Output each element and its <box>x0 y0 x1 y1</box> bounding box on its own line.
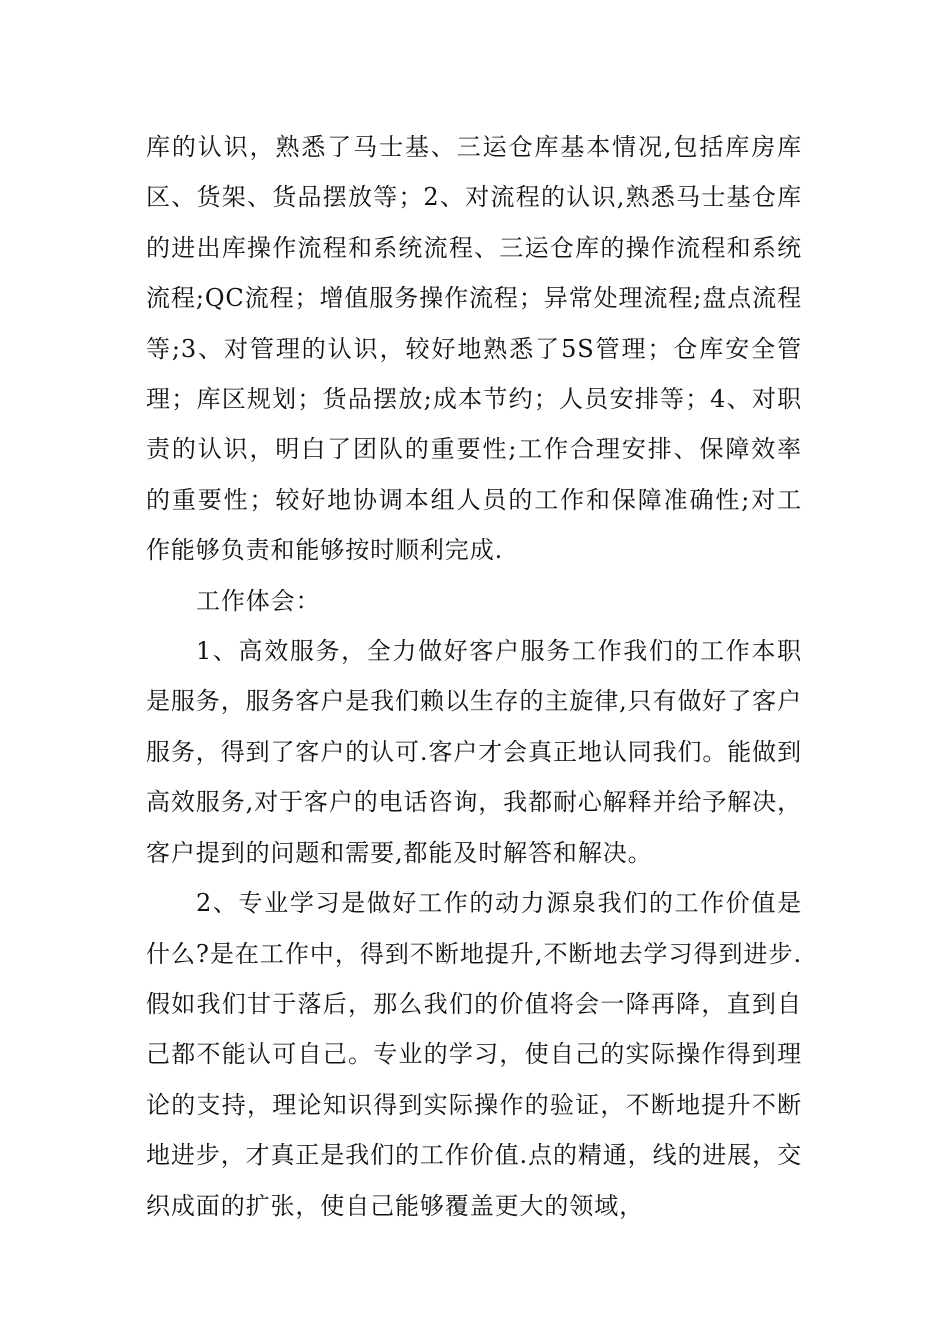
document-body <box>146 122 802 1231</box>
section-heading-work-experience: 工作体会： <box>196 586 321 615</box>
paragraph-efficient-service: 1、高效服务，全力做好客户服务工作我们的工作本职是服务，服务客户是我们赖以生存的主旋律,只有做好了客户服务，得到了客户的认可.客户才会真正地认同我们。能做到高效服务,对于客户的电话咨询，我都耐心解释并给予解决，客户提到的问题和需要,都能及时解答和解决。 <box>146 637 802 867</box>
paragraph-warehouse-knowledge: 库的认识，熟悉了马士基、三运仓库基本情况,包括库房库区、货架、货品摆放等；2、对流程的认识,熟悉马士基仓库的进出库操作流程和系统流程、三运仓库的操作流程和系统流程;QC流程；增值服务操作流程；异常处理流程;盘点流程等;3、对管理的认识，较好地熟悉了5S管理；仓库安全管理；库区规划；货品摆放;成本节约；人员安排等；4、对职责的认识，明白了团队的重要性;工作合理安排、保障效率的重要性；较好地协调本组人员的工作和保障准确性;对工作能够负责和能够按时顺利完成. <box>146 133 802 565</box>
paragraph-professional-learning: 2、专业学习是做好工作的动力源泉我们的工作价值是什么?是在工作中，得到不断地提升,不断地去学习得到进步.假如我们甘于落后，那么我们的价值将会一降再降，直到自己都不能认可自己。专业的学习，使自己的实际操作得到理论的支持，理论知识得到实际操作的验证，不断地提升不断地进步，才真正是我们的工作价值.点的精通，线的进展，交织成面的扩张，使自己能够覆盖更大的领域， <box>146 889 802 1220</box>
